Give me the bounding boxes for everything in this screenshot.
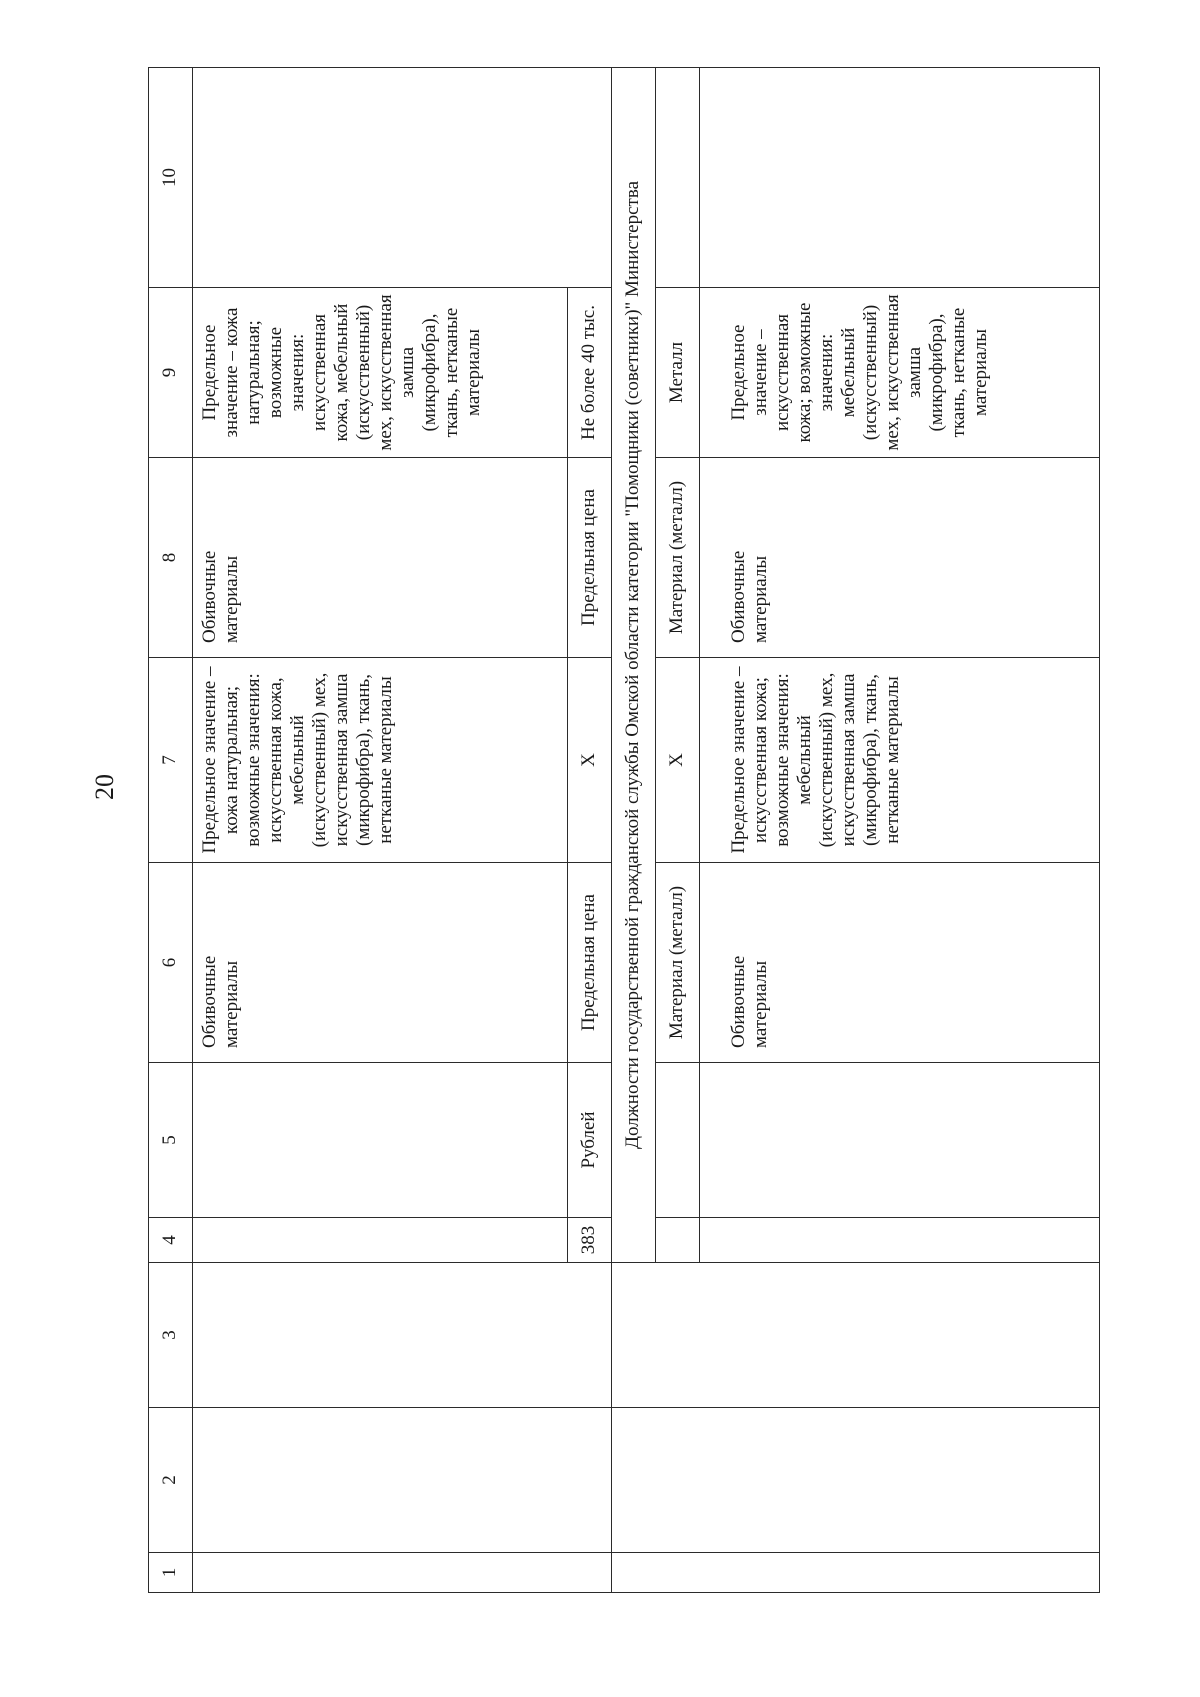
price-cell-5: Рублей (568, 1063, 612, 1218)
cell-empty (193, 1408, 612, 1553)
material-cell-9: Металл (656, 288, 700, 458)
header-cell-8: 8 (149, 458, 193, 658)
cell-empty (193, 1263, 612, 1408)
cell-empty (656, 68, 700, 288)
material-cell-6: Материал (металл) (656, 863, 700, 1063)
header-cell-6: 6 (149, 863, 193, 1063)
header-cell-4: 4 (149, 1218, 193, 1263)
upholstery2-cell-9: Предельное значение – искусственная кожа; возможные значения: мебельный (искусственный) мех, искусственная замша (микрофибра), ткань, нетканые материалы (700, 288, 1100, 458)
cell-empty (612, 1553, 1100, 1593)
page-number: 20 (90, 774, 119, 800)
upholstery2-cell-8: Обивочные материалы (700, 458, 1100, 658)
upholstery-cell-7: Предельное значение – кожа натуральная; возможные значения: искусственная кожа, мебельный (искусственный) мех, искусственная замша (микрофибра), ткань, нетканые материалы (193, 658, 568, 863)
material-cell-8: Материал (металл) (656, 458, 700, 658)
section-row (612, 68, 656, 1593)
price-cell-6: Предельная цена (568, 863, 612, 1063)
cell-empty (193, 1218, 568, 1263)
upholstery-row (193, 68, 568, 1593)
cell-empty (193, 68, 612, 288)
header-cell-2: 2 (149, 1408, 193, 1553)
section-title: Должности государственной гражданской службы Омской области категории "Помощники (советники)" Министерства (612, 68, 656, 1263)
header-cell-3: 3 (149, 1263, 193, 1408)
requirements-table (148, 67, 1100, 1593)
cell-empty (656, 1063, 700, 1218)
cell-empty (700, 1218, 1100, 1263)
header-row (149, 68, 193, 1593)
cell-empty (612, 1408, 1100, 1553)
price-cell-8: Предельная цена (568, 458, 612, 658)
upholstery-cell-9: Предельное значение – кожа натуральная; возможные значения: искусственная кожа, мебельный (искусственный) мех, искусственная замша (микрофибра), ткань, нетканые материалы (193, 288, 568, 458)
header-cell-5: 5 (149, 1063, 193, 1218)
header-cell-9: 9 (149, 288, 193, 458)
price-cell-9: Не более 40 тыс. (568, 288, 612, 458)
header-cell-1: 1 (149, 1553, 193, 1593)
upholstery-cell-6: Обивочные материалы (193, 863, 568, 1063)
cell-empty (193, 1553, 612, 1593)
cell-empty (193, 1063, 568, 1218)
cell-empty (656, 1218, 700, 1263)
cell-empty (612, 1263, 1100, 1408)
header-cell-10: 10 (149, 68, 193, 288)
material-cell-7: X (656, 658, 700, 863)
rotated-table-container (148, 68, 1108, 1593)
upholstery2-cell-6: Обивочные материалы (700, 863, 1100, 1063)
cell-empty (700, 1063, 1100, 1218)
upholstery2-cell-7: Предельное значение – искусственная кожа; возможные значения: мебельный (искусственный) мех, искусственная замша (микрофибра), ткань, нетканые материалы (700, 658, 1100, 863)
price-cell-4: 383 (568, 1218, 612, 1263)
price-cell-7: X (568, 658, 612, 863)
header-cell-7: 7 (149, 658, 193, 863)
upholstery-cell-8: Обивочные материалы (193, 458, 568, 658)
cell-empty (700, 68, 1100, 288)
